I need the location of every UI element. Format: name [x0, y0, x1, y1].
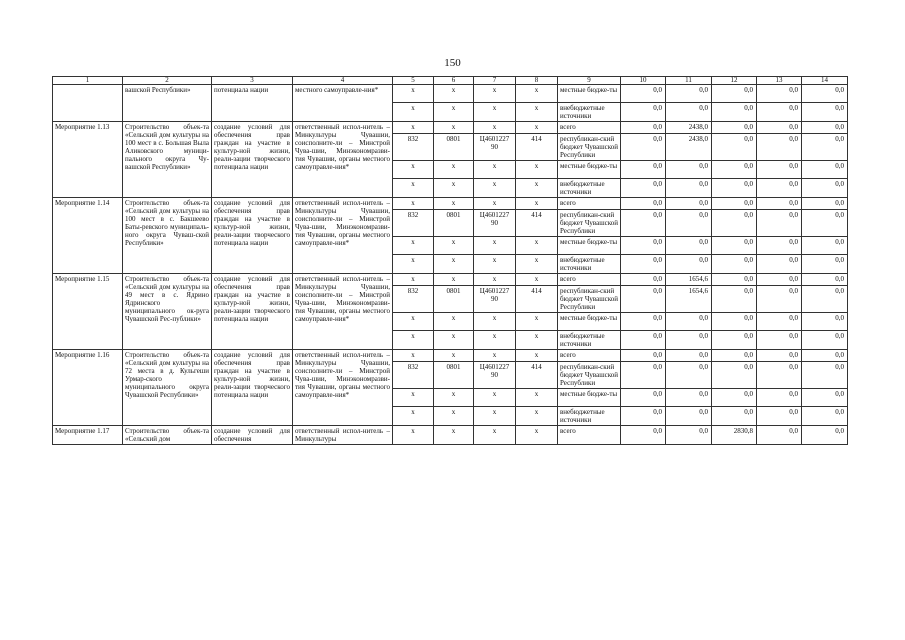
- target-article: x: [474, 237, 516, 255]
- amount-2028: 0,0: [802, 103, 848, 122]
- target-article: x: [474, 255, 516, 274]
- amount-2025: 0,0: [666, 313, 712, 331]
- amount-2025: 0,0: [666, 389, 712, 407]
- measure-executor: ответственный испол-нитель – Минкультуры Чувашии, соисполните-ли – Минстрой Чува-шии, Минэкономразви-тия Чувашии, органы местного самоуправле-ния*: [293, 198, 393, 274]
- funding-source: местные бюдже-ты: [558, 85, 621, 103]
- expense-type: x: [516, 161, 558, 179]
- expense-type: x: [516, 237, 558, 255]
- amount-2026: 0,0: [712, 179, 757, 198]
- grbs-code: x: [393, 350, 434, 362]
- amount-2024: 0,0: [621, 103, 666, 122]
- grbs-code: x: [393, 389, 434, 407]
- amount-2025: 1654,6: [666, 286, 712, 313]
- amount-2028: 0,0: [802, 389, 848, 407]
- grbs-code: x: [393, 331, 434, 350]
- measure-object: Строительство объек-та «Сельский дом культуры на 49 мест в с. Ядрино Ядринского муниципального ок-руга Чувашской Рес-публики»: [123, 274, 212, 350]
- section-code: x: [434, 161, 474, 179]
- expense-type: x: [516, 331, 558, 350]
- expense-type: x: [516, 255, 558, 274]
- column-number: 7: [474, 77, 516, 85]
- amount-2026: 0,0: [712, 362, 757, 389]
- amount-2026: 0,0: [712, 161, 757, 179]
- empty-cell: [53, 85, 123, 122]
- amount-2026: 0,0: [712, 313, 757, 331]
- section-code: x: [434, 350, 474, 362]
- column-number: 10: [621, 77, 666, 85]
- amount-2027: 0,0: [757, 85, 802, 103]
- target-article: x: [474, 274, 516, 286]
- measure-executor: ответственный испол-нитель – Минкультуры Чувашии, соисполните-ли – Минстрой Чува-шии, Минэкономразви-тия Чувашии, органы местного самоуправле-ния*: [293, 274, 393, 350]
- grbs-code: x: [393, 407, 434, 426]
- amount-2026: 0,0: [712, 237, 757, 255]
- amount-2027: 0,0: [757, 179, 802, 198]
- funding-source: внебюджетные источники: [558, 255, 621, 274]
- measure-goal: создание условий для обеспечения прав граждан на участие в культур-ной жизни, реали-зации творческого потенциала нации: [212, 122, 293, 198]
- grbs-code: x: [393, 237, 434, 255]
- section-code: 0801: [434, 210, 474, 237]
- amount-2028: 0,0: [802, 426, 848, 445]
- funding-source: внебюджетные источники: [558, 331, 621, 350]
- amount-2026: 0,0: [712, 255, 757, 274]
- measure-goal: создание условий для обеспечения прав граждан на участие в культур-ной жизни, реали-зации творческого потенциала нации: [212, 198, 293, 274]
- funding-source: республикан-ский бюджет Чувашской Республики: [558, 286, 621, 313]
- funding-source: республикан-ский бюджет Чувашской Республики: [558, 362, 621, 389]
- table-row: [53, 350, 848, 362]
- grbs-code: x: [393, 122, 434, 134]
- target-article: Ц4601227 90: [474, 134, 516, 161]
- expense-type: x: [516, 198, 558, 210]
- section-code: x: [434, 313, 474, 331]
- table-row: [53, 85, 848, 103]
- amount-2024: 0,0: [621, 362, 666, 389]
- amount-2028: 0,0: [802, 350, 848, 362]
- measure-label: Мероприятие 1.16: [53, 350, 123, 426]
- amount-2025: 0,0: [666, 179, 712, 198]
- amount-2024: 0,0: [621, 85, 666, 103]
- column-number: 8: [516, 77, 558, 85]
- amount-2026: 0,0: [712, 85, 757, 103]
- amount-2025: 0,0: [666, 350, 712, 362]
- amount-2028: 0,0: [802, 407, 848, 426]
- table-row: [53, 122, 848, 134]
- amount-2027: 0,0: [757, 237, 802, 255]
- section-code: 0801: [434, 286, 474, 313]
- funding-source: всего: [558, 198, 621, 210]
- amount-2028: 0,0: [802, 286, 848, 313]
- amount-2024: 0,0: [621, 210, 666, 237]
- amount-2024: 0,0: [621, 198, 666, 210]
- funding-source: всего: [558, 122, 621, 134]
- column-number: 1: [53, 77, 123, 85]
- section-code: x: [434, 85, 474, 103]
- measure-label: Мероприятие 1.17: [53, 426, 123, 445]
- amount-2026: 0,0: [712, 274, 757, 286]
- target-article: x: [474, 122, 516, 134]
- target-article: x: [474, 179, 516, 198]
- expense-type: x: [516, 350, 558, 362]
- grbs-code: x: [393, 179, 434, 198]
- amount-2024: 0,0: [621, 331, 666, 350]
- amount-2028: 0,0: [802, 237, 848, 255]
- section-code: x: [434, 237, 474, 255]
- measure-object: Строительство объек-та «Сельский дом: [123, 426, 212, 445]
- section-code: x: [434, 122, 474, 134]
- column-number-row: [53, 77, 848, 85]
- section-code: x: [434, 389, 474, 407]
- budget-table: [52, 76, 848, 445]
- measure-goal: создание условий для обеспечения прав граждан на участие в культур-ной жизни, реали-зации творческого потенциала нации: [212, 274, 293, 350]
- funding-source: местные бюдже-ты: [558, 389, 621, 407]
- amount-2025: 0,0: [666, 85, 712, 103]
- amount-2028: 0,0: [802, 85, 848, 103]
- amount-2026: 0,0: [712, 286, 757, 313]
- amount-2027: 0,0: [757, 313, 802, 331]
- amount-2025: 1654,6: [666, 274, 712, 286]
- section-code: 0801: [434, 134, 474, 161]
- measure-goal: создание условий для обеспечения прав граждан на участие в культур-ной жизни, реали-зации творческого потенциала нации: [212, 350, 293, 426]
- amount-2027: 0,0: [757, 362, 802, 389]
- funding-source: республикан-ский бюджет Чувашской Республики: [558, 210, 621, 237]
- expense-type: 414: [516, 362, 558, 389]
- amount-2027: 0,0: [757, 198, 802, 210]
- amount-2024: 0,0: [621, 274, 666, 286]
- amount-2025: 0,0: [666, 237, 712, 255]
- amount-2024: 0,0: [621, 134, 666, 161]
- grbs-code: x: [393, 198, 434, 210]
- amount-2024: 0,0: [621, 286, 666, 313]
- target-article: x: [474, 85, 516, 103]
- amount-2024: 0,0: [621, 122, 666, 134]
- funding-source: внебюджетные источники: [558, 179, 621, 198]
- expense-type: x: [516, 103, 558, 122]
- amount-2026: 0,0: [712, 407, 757, 426]
- amount-2028: 0,0: [802, 198, 848, 210]
- measure-goal: создание условий для обеспечения: [212, 426, 293, 445]
- amount-2027: 0,0: [757, 407, 802, 426]
- measure-object: вашской Республики»: [123, 85, 212, 122]
- amount-2028: 0,0: [802, 161, 848, 179]
- amount-2028: 0,0: [802, 210, 848, 237]
- amount-2027: 0,0: [757, 161, 802, 179]
- measure-executor: ответственный испол-нитель – Минкультуры Чувашии, соисполните-ли – Минстрой Чува-шии, Минэкономразви-тия Чувашии, органы местного самоуправле-ния*: [293, 122, 393, 198]
- target-article: x: [474, 389, 516, 407]
- measure-object: Строительство объек-та «Сельский дом культуры на 72 места в д. Кульгеши Урмар-ского муниципального округа Чувашской Республики»: [123, 350, 212, 426]
- section-code: x: [434, 198, 474, 210]
- grbs-code: x: [393, 274, 434, 286]
- target-article: x: [474, 198, 516, 210]
- funding-source: всего: [558, 350, 621, 362]
- amount-2026: 0,0: [712, 103, 757, 122]
- expense-type: x: [516, 407, 558, 426]
- amount-2024: 0,0: [621, 407, 666, 426]
- expense-type: x: [516, 426, 558, 445]
- amount-2027: 0,0: [757, 331, 802, 350]
- measure-goal: потенциала нации: [212, 85, 293, 122]
- grbs-code: x: [393, 313, 434, 331]
- target-article: Ц4601227 90: [474, 362, 516, 389]
- grbs-code: 832: [393, 134, 434, 161]
- amount-2025: 0,0: [666, 407, 712, 426]
- amount-2025: 0,0: [666, 210, 712, 237]
- amount-2028: 0,0: [802, 313, 848, 331]
- section-code: x: [434, 179, 474, 198]
- expense-type: 414: [516, 210, 558, 237]
- section-code: x: [434, 331, 474, 350]
- amount-2027: 0,0: [757, 426, 802, 445]
- amount-2025: 0,0: [666, 362, 712, 389]
- amount-2025: 0,0: [666, 426, 712, 445]
- amount-2025: 0,0: [666, 103, 712, 122]
- target-article: Ц4601227 90: [474, 210, 516, 237]
- column-number: 3: [212, 77, 293, 85]
- amount-2025: 0,0: [666, 161, 712, 179]
- amount-2024: 0,0: [621, 426, 666, 445]
- section-code: x: [434, 103, 474, 122]
- amount-2028: 0,0: [802, 122, 848, 134]
- expense-type: x: [516, 389, 558, 407]
- funding-source: республикан-ский бюджет Чувашской Республики: [558, 134, 621, 161]
- section-code: x: [434, 426, 474, 445]
- measure-label: Мероприятие 1.13: [53, 122, 123, 198]
- amount-2024: 0,0: [621, 237, 666, 255]
- expense-type: x: [516, 274, 558, 286]
- grbs-code: 832: [393, 362, 434, 389]
- funding-source: местные бюдже-ты: [558, 161, 621, 179]
- funding-source: внебюджетные источники: [558, 407, 621, 426]
- amount-2027: 0,0: [757, 286, 802, 313]
- amount-2026: 0,0: [712, 389, 757, 407]
- amount-2025: 2438,0: [666, 134, 712, 161]
- funding-source: местные бюдже-ты: [558, 237, 621, 255]
- table-row: [53, 426, 848, 445]
- amount-2028: 0,0: [802, 179, 848, 198]
- amount-2027: 0,0: [757, 255, 802, 274]
- amount-2027: 0,0: [757, 122, 802, 134]
- target-article: x: [474, 426, 516, 445]
- section-code: x: [434, 255, 474, 274]
- measure-executor: ответственный испол-нитель – Минкультуры: [293, 426, 393, 445]
- grbs-code: 832: [393, 286, 434, 313]
- expense-type: x: [516, 122, 558, 134]
- amount-2024: 0,0: [621, 350, 666, 362]
- amount-2028: 0,0: [802, 362, 848, 389]
- amount-2027: 0,0: [757, 350, 802, 362]
- target-article: x: [474, 350, 516, 362]
- target-article: x: [474, 161, 516, 179]
- measure-object: Строительство объек-та «Сельский дом культуры на 100 мест в с. Большая Выла Аликовского муници-пального округа Чу-вашской Республики»: [123, 122, 212, 198]
- amount-2026: 0,0: [712, 134, 757, 161]
- measure-label: Мероприятие 1.14: [53, 198, 123, 274]
- section-code: x: [434, 407, 474, 426]
- section-code: 0801: [434, 362, 474, 389]
- expense-type: x: [516, 179, 558, 198]
- amount-2025: 2438,0: [666, 122, 712, 134]
- target-article: x: [474, 103, 516, 122]
- amount-2025: 0,0: [666, 331, 712, 350]
- expense-type: 414: [516, 286, 558, 313]
- target-article: Ц4601227 90: [474, 286, 516, 313]
- expense-type: x: [516, 313, 558, 331]
- measure-object: Строительство объек-та «Сельский дом культуры на 100 мест в с. Бакшеево Баты-ревского муниципаль-ного округа Чуваш-ской Республики»: [123, 198, 212, 274]
- amount-2026: 0,0: [712, 198, 757, 210]
- amount-2028: 0,0: [802, 134, 848, 161]
- amount-2024: 0,0: [621, 161, 666, 179]
- expense-type: x: [516, 85, 558, 103]
- funding-source: всего: [558, 426, 621, 445]
- amount-2024: 0,0: [621, 179, 666, 198]
- amount-2027: 0,0: [757, 274, 802, 286]
- column-number: 9: [558, 77, 621, 85]
- table-row: [53, 198, 848, 210]
- column-number: 14: [802, 77, 848, 85]
- amount-2025: 0,0: [666, 255, 712, 274]
- funding-source: местные бюдже-ты: [558, 313, 621, 331]
- target-article: x: [474, 407, 516, 426]
- amount-2024: 0,0: [621, 389, 666, 407]
- measure-executor: местного самоуправле-ния*: [293, 85, 393, 122]
- funding-source: всего: [558, 274, 621, 286]
- amount-2027: 0,0: [757, 210, 802, 237]
- amount-2024: 0,0: [621, 313, 666, 331]
- measure-executor: ответственный испол-нитель – Минкультуры Чувашии, соисполните-ли – Минстрой Чува-шии, Минэкономразви-тия Чувашии, органы местного самоуправле-ния*: [293, 350, 393, 426]
- amount-2026: 2830,8: [712, 426, 757, 445]
- expense-type: 414: [516, 134, 558, 161]
- section-code: x: [434, 274, 474, 286]
- amount-2028: 0,0: [802, 274, 848, 286]
- amount-2027: 0,0: [757, 134, 802, 161]
- target-article: x: [474, 331, 516, 350]
- amount-2027: 0,0: [757, 103, 802, 122]
- column-number: 5: [393, 77, 434, 85]
- column-number: 12: [712, 77, 757, 85]
- grbs-code: 832: [393, 210, 434, 237]
- target-article: x: [474, 313, 516, 331]
- amount-2026: 0,0: [712, 122, 757, 134]
- grbs-code: x: [393, 103, 434, 122]
- amount-2028: 0,0: [802, 331, 848, 350]
- funding-source: внебюджетные источники: [558, 103, 621, 122]
- amount-2024: 0,0: [621, 255, 666, 274]
- column-number: 2: [123, 77, 212, 85]
- amount-2026: 0,0: [712, 210, 757, 237]
- column-number: 4: [293, 77, 393, 85]
- column-number: 11: [666, 77, 712, 85]
- amount-2026: 0,0: [712, 350, 757, 362]
- table-row: [53, 274, 848, 286]
- amount-2027: 0,0: [757, 389, 802, 407]
- column-number: 13: [757, 77, 802, 85]
- amount-2026: 0,0: [712, 331, 757, 350]
- grbs-code: x: [393, 161, 434, 179]
- page-number: 150: [444, 57, 461, 69]
- amount-2028: 0,0: [802, 255, 848, 274]
- measure-label: Мероприятие 1.15: [53, 274, 123, 350]
- grbs-code: x: [393, 426, 434, 445]
- amount-2025: 0,0: [666, 198, 712, 210]
- column-number: 6: [434, 77, 474, 85]
- grbs-code: x: [393, 255, 434, 274]
- grbs-code: x: [393, 85, 434, 103]
